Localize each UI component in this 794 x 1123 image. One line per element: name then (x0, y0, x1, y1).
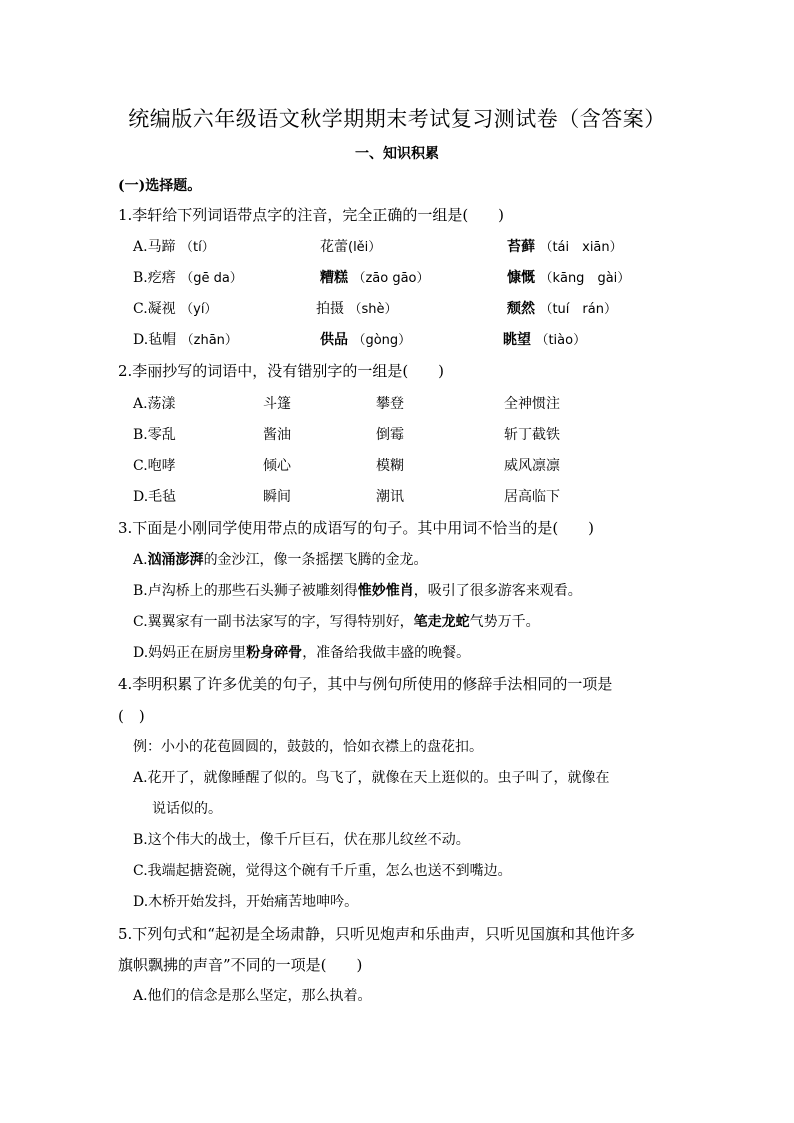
q3-option-d: D.妈妈正在厨房里粉身碎骨，准备给我做丰盛的晚餐。 (133, 645, 471, 661)
question-5-stem-cont: 旗帜飘拂的声音”不同的一项是( ) (118, 956, 363, 974)
question-2-stem: 2.李丽抄写的词语中，没有错别字的一组是( ) (118, 362, 445, 380)
q3-option-c: C.翼翼家有一副书法家写的字，写得特别好，笔走龙蛇气势万千。 (133, 614, 540, 630)
question-1-stem: 1.李轩给下列词语带点字的注音，完全正确的一组是( ) (118, 206, 505, 224)
section-heading: 一、知识积累 (355, 146, 439, 162)
q4-option-a: A.花开了，就像睡醒了似的。鸟飞了，就像在天上逛似的。虫子叫了，就像在 (133, 770, 610, 786)
q4-option-c: C.我端起搪瓷碗，觉得这个碗有千斤重，怎么也送不到嘴边。 (133, 863, 512, 879)
page-title: 统编版六年级语文秋学期期末考试复习测试卷（含答案） (128, 107, 666, 131)
question-5-stem: 5.下列句式和“起初是全场肃静，只听见炮声和乐曲声，只听见国旗和其他许多 (118, 925, 635, 943)
q3-option-a: A.汹涌澎湃的金沙江，像一条摇摆飞腾的金龙。 (133, 552, 428, 568)
q3-option-b: B.卢沟桥上的那些石头狮子被雕刻得惟妙惟肖，吸引了很多游客来观看。 (133, 583, 582, 599)
question-4-stem-cont: ( ) (118, 707, 145, 725)
q4-option-d: D.木桥开始发抖，开始痛苦地呻吟。 (133, 894, 359, 910)
q4-example: 例：小小的花苞圆圆的，鼓鼓的，恰如衣襟上的盘花扣。 (133, 739, 483, 755)
q4-option-b: B.这个伟大的战士，像千斤巨石，伏在那儿纹丝不动。 (133, 832, 470, 848)
question-3-stem: 3.下面是小刚同学使用带点的成语写的句子。其中用词不恰当的是( ) (118, 519, 595, 537)
question-4-stem: 4.李明积累了许多优美的句子，其中与例句所使用的修辞手法相同的一项是 (118, 675, 613, 693)
q5-option-a: A.他们的信念是那么坚定，那么执着。 (133, 988, 372, 1004)
q4-option-a-cont: 说话似的。 (152, 801, 222, 817)
subsection-heading: (一)选择题。 (118, 178, 202, 194)
exam-page: 统编版六年级语文秋学期期末考试复习测试卷（含答案） 一、知识积累 (一)选择题。 1.李轩给下列词语带点字的注音，完全正确的一组是( ) A.马蹄 （tí） 花蕾(lěi） 苔藓 （tái xiān） B.疙瘩 （gē da） 糟糕 （zāo gāo） 慷慨 （kāng gài） C.凝视 （yí） 拍摄 （shè） 颓然 （tuí rán） D.毡帽 （zhān） 供品 （gòng） 眺望 （tiào） 2.李丽抄写的词语中，没有错别字的一组是( ) A.荡漾 斗篷 攀登 全神惯注 B.零乱 酱油 倒霉 斩丁截铁 C.咆哮 倾心 模糊 威风凛凛 D.毛毡 瞬间 潮讯 居高临下 3.下面是小刚同学使用带点的成语写的句子。其中用词不恰当的是( ) A.汹涌澎湃的金沙江，像一条摇摆飞腾的金龙。 B.卢沟桥上的那些石头狮子被雕刻得惟妙惟肖，吸引了很多游客来观看。 C.翼翼家有一副书法家写的字，写得特别好，笔走龙蛇气势万千。 D.妈妈正在厨房里粉身碎骨，准备给我做丰盛的晚餐。 4.李明积累了许多优美的句子，其中与例句所使用的修辞手法相同的一项是 ( ) 例：小小的花苞圆圆的，鼓鼓的，恰如衣襟上的盘花扣。 A.花开了，就像睡醒了似的。鸟飞了，就像在天上逛似的。虫子叫了，就像在 说话似的。 B.这个伟大的战士，像千斤巨石，伏在那儿纹丝不动。 C.我端起搪瓷碗，觉得这个碗有千斤重，怎么也送不到嘴边。 D.木桥开始发抖，开始痛苦地呻吟。 5.下列句式和“起初是全场肃静，只听见炮声和乐曲声，只听见国旗和其他许多 旗帜飘拂的声音”不同的一项是( ) A.他们的信念是那么坚定，那么执着。 (0, 0, 794, 1123)
